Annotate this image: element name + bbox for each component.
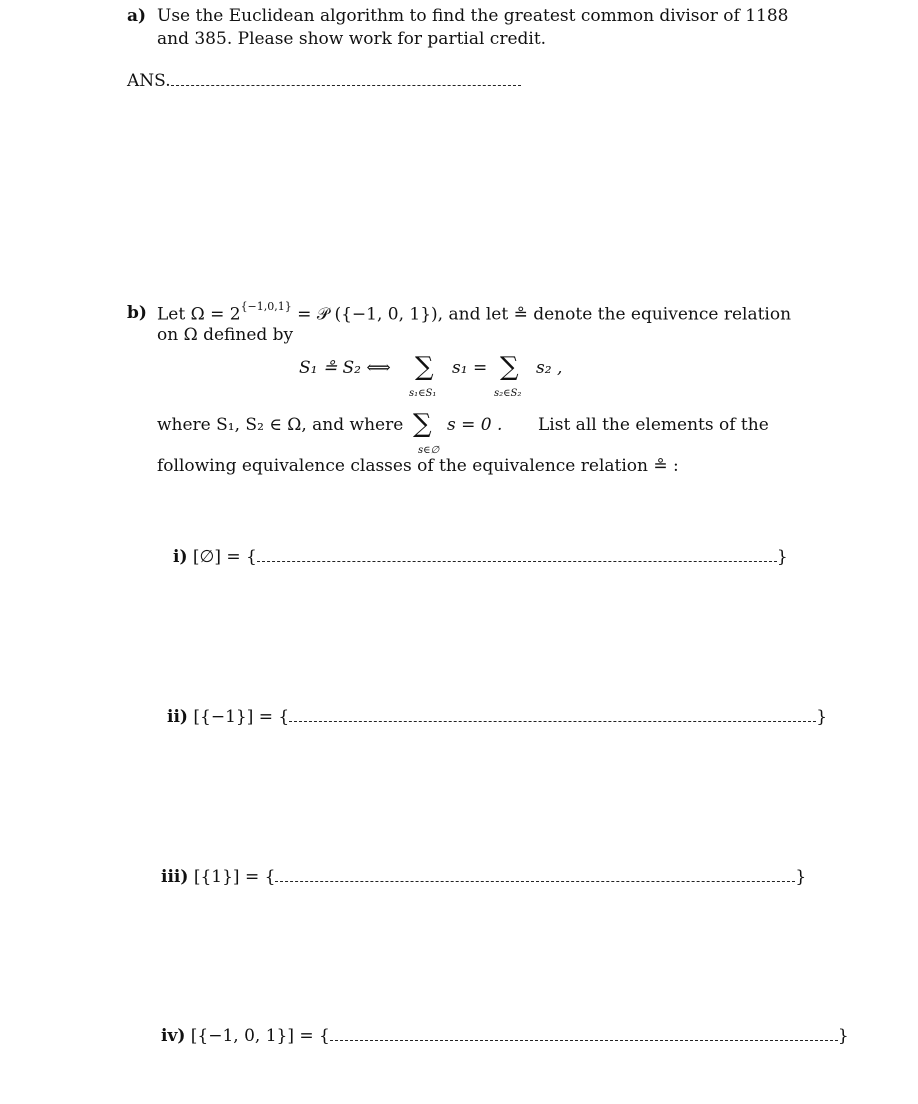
part-a-question-line2: and 385. Please show work for partial credit. [157,29,547,49]
definition-lhs: S₁ ≗ S₂ ⟺ [299,358,391,378]
part-b-intro-line1 [157,300,792,325]
subpart-iii-label: iii) [161,867,189,887]
subpart-iv-close: } [837,1026,849,1046]
subpart-iv-blank[interactable] [330,1040,838,1041]
answer-label: ANS. [127,71,171,91]
sum-symbol-1: ∑ [415,352,434,382]
subpart-iii-blank[interactable] [275,881,795,882]
subpart-ii-blank[interactable] [289,721,816,722]
where-subscript: s∈∅ [418,445,440,456]
subpart-iv-expr: [{−1, 0, 1}] = { [190,1026,330,1046]
subpart-i-close: } [776,547,788,567]
intro-pre: Let Ω = 2 [157,304,241,325]
subpart-ii-close: } [816,707,828,727]
part-b-label: b) [127,303,147,323]
intro-superscript: {−1,0,1} [240,300,292,313]
subpart-iv [161,1026,849,1046]
subpart-iii-close: } [795,867,807,887]
subpart-ii-label: ii) [167,707,188,727]
sum-symbol-3: ∑ [413,409,432,439]
answer-row [127,71,521,91]
part-a-label: a) [127,6,147,26]
list-text: List all the elements of the [538,415,769,435]
sum-symbol-2: ∑ [500,352,519,382]
subpart-ii [167,707,827,727]
subpart-i-label: i) [173,547,188,567]
where-term: s = 0 . [447,415,503,435]
subpart-ii-expr: [{−1}] = { [193,707,290,727]
part-a-question-line1: Use the Euclidean algorithm to find the greatest common divisor of 1188 [157,6,789,26]
sum-subscript-2: s₂∈S₂ [494,388,522,399]
subpart-i-expr: [∅] = { [192,547,257,567]
subpart-iii [161,867,806,887]
answer-blank[interactable] [171,85,521,86]
part-b-intro-line2: on Ω defined by [157,325,294,345]
sum-subscript-1: s₁∈S₁ [409,388,437,399]
subpart-iii-expr: [{1}] = { [193,867,276,887]
definition-term2: s₂ , [536,358,563,378]
intro-post: = 𝒫 ({−1, 0, 1}), and let ≗ denote the equivence relation [291,304,792,325]
where-text: where S₁, S₂ ∈ Ω, and where [157,415,404,435]
final-line: following equivalence classes of the equivalence relation ≗ : [157,456,679,476]
subpart-i-blank[interactable] [257,561,777,562]
subpart-iv-label: iv) [161,1026,186,1046]
subpart-i [173,547,788,567]
definition-term1: s₁ = [452,358,488,378]
